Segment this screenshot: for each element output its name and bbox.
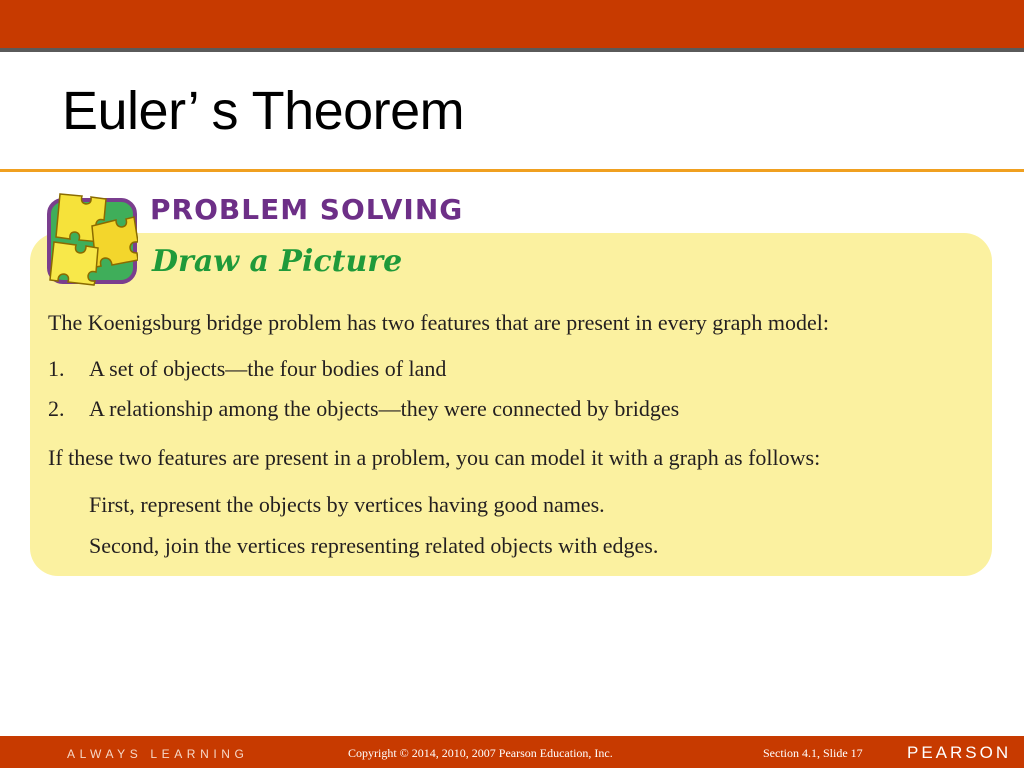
list-item-1-text: A set of objects—the four bodies of land xyxy=(89,356,447,381)
footer-tagline: ALWAYS LEARNING xyxy=(67,747,249,761)
footer-slide-reference: Section 4.1, Slide 17 xyxy=(763,746,863,760)
footer-copyright: Copyright © 2014, 2010, 2007 Pearson Education, Inc. xyxy=(348,746,613,760)
step-1-text: First, represent the objects by vertices having good names. xyxy=(89,492,605,517)
step-2-text: Second, join the vertices representing related objects with edges. xyxy=(89,533,659,558)
top-brand-bar xyxy=(0,0,1024,52)
problem-solving-heading: PROBLEM SOLVING xyxy=(150,193,464,226)
list-item-2-text: A relationship among the objects—they were connected by bridges xyxy=(89,396,680,421)
draw-a-picture-subheading: Draw a Picture xyxy=(152,244,403,279)
puzzle-pieces-icon xyxy=(46,190,138,286)
slide-title: Euler’ s Theorem xyxy=(62,81,465,141)
pearson-logo: PEARSON xyxy=(907,743,1012,762)
list-item-1-number: 1. xyxy=(48,356,65,381)
follow-up-text: If these two features are present in a problem, you can model it with a graph as follows: xyxy=(48,445,821,470)
intro-text: The Koenigsburg bridge problem has two features that are present in every graph model: xyxy=(48,310,829,335)
list-item-2-number: 2. xyxy=(48,396,65,421)
title-divider xyxy=(0,169,1024,172)
